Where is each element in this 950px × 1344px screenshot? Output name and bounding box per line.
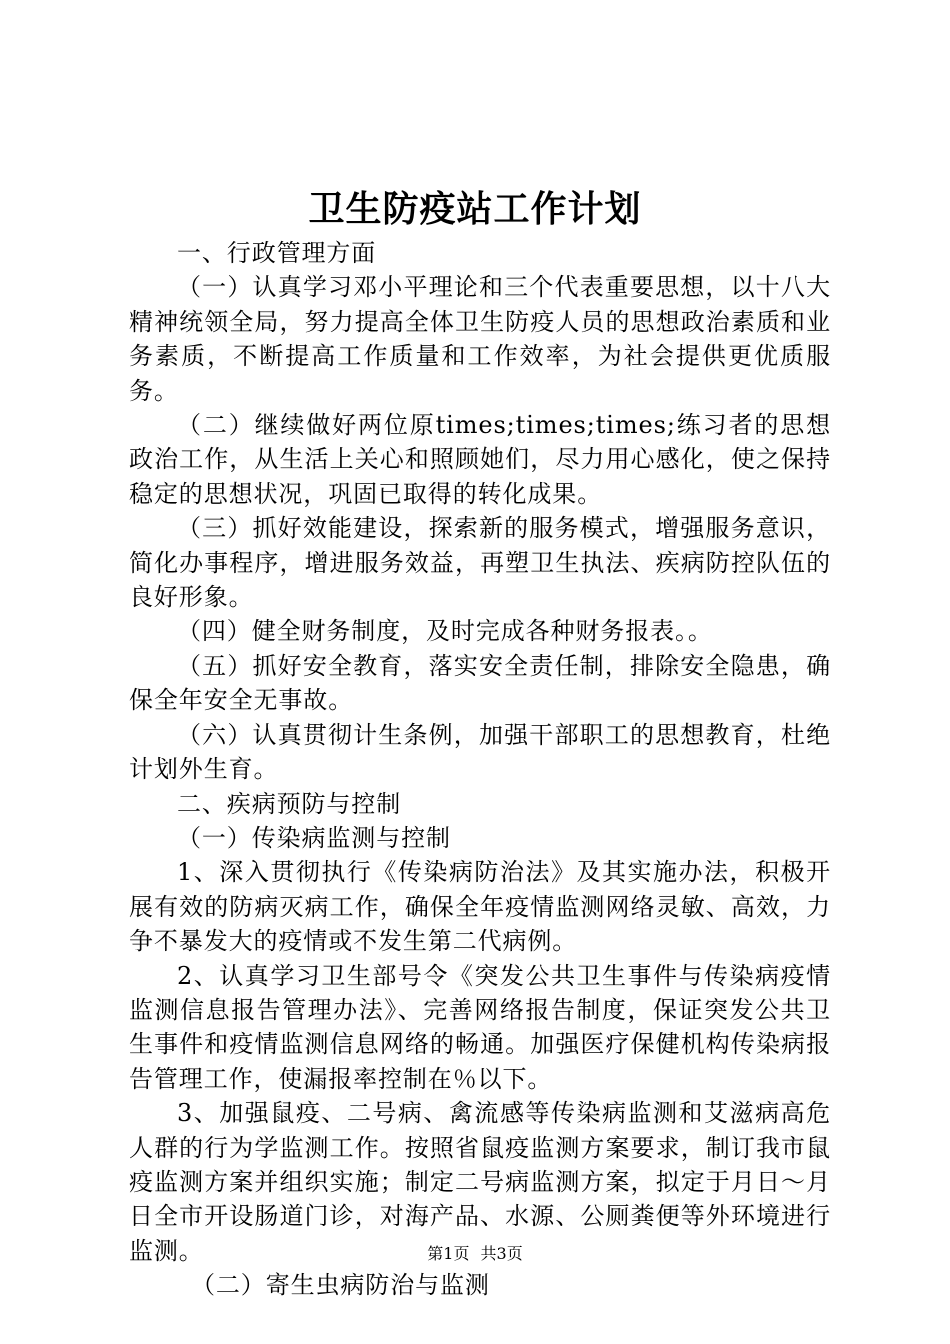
paragraph: （四）健全财务制度，及时完成各种财务报表。。 <box>177 617 713 646</box>
page-number: 第1页 <box>427 1244 470 1263</box>
subsection-heading: （一）传染病监测与控制 <box>177 823 451 852</box>
section-heading: 一、行政管理方面 <box>177 239 377 267</box>
document-title: 卫生防疫站工作计划 <box>308 188 642 230</box>
paragraph: （二）继续做好两位原times;times;times;练习者的思想政治工作，从生活上关心和照顾她们，尽力用心感化，使之保持稳定的思想状况，巩固已取得的转化成果。 <box>129 411 831 508</box>
paragraph: （六）认真贯彻计生条例，加强干部职工的思想教育，杜绝计划外生育。 <box>129 720 831 784</box>
paragraph: 2、认真学习卫生部号令《突发公共卫生事件与传染病疫情监测信息报告管理办法》、完善网络报告制度，保证突发公共卫生事件和疫情监测信息网络的畅通。加强医疗保健机构传染病报告管理工作，使漏报率控制在％以下。 <box>129 961 831 1093</box>
paragraph: （五）抓好安全教育，落实安全责任制，排除安全隐患，确保全年安全无事故。 <box>129 651 831 715</box>
page-total: 共3页 <box>480 1244 523 1263</box>
paragraph: （三）抓好效能建设，探索新的服务模式，增强服务意识，简化办事程序，增进服务效益，再塑卫生执法、疾病防控队伍的良好形象。 <box>129 514 831 612</box>
paragraph: （一）认真学习邓小平理论和三个代表重要思想，以十八大精神统领全局，努力提高全体卫生防疫人员的思想政治素质和业务素质，不断提高工作质量和工作效率，为社会提供更优质服务。 <box>129 273 831 405</box>
paragraph: 3、加强鼠疫、二号病、禽流感等传染病监测和艾滋病高危人群的行为学监测工作。按照省鼠疫监测方案要求，制订我市鼠疫监测方案并组织实施；制定二号病监测方案，拟定于月日～月日全市开设肠道门诊，对海产品、水源、公厕粪便等外环境进行监测。 <box>129 1099 831 1265</box>
document-body <box>129 236 831 1303</box>
page-footer <box>0 1243 950 1265</box>
paragraph: 1、深入贯彻执行《传染病防治法》及其实施办法，积极开展有效的防病灭病工作，确保全年疫情监测网络灵敏、高效，力争不暴发大的疫情或不发生第二代病例。 <box>129 858 831 956</box>
subsection-heading: （二）寄生虫病防治与监测 <box>191 1271 490 1300</box>
section-heading: 二、疾病预防与控制 <box>177 789 402 818</box>
